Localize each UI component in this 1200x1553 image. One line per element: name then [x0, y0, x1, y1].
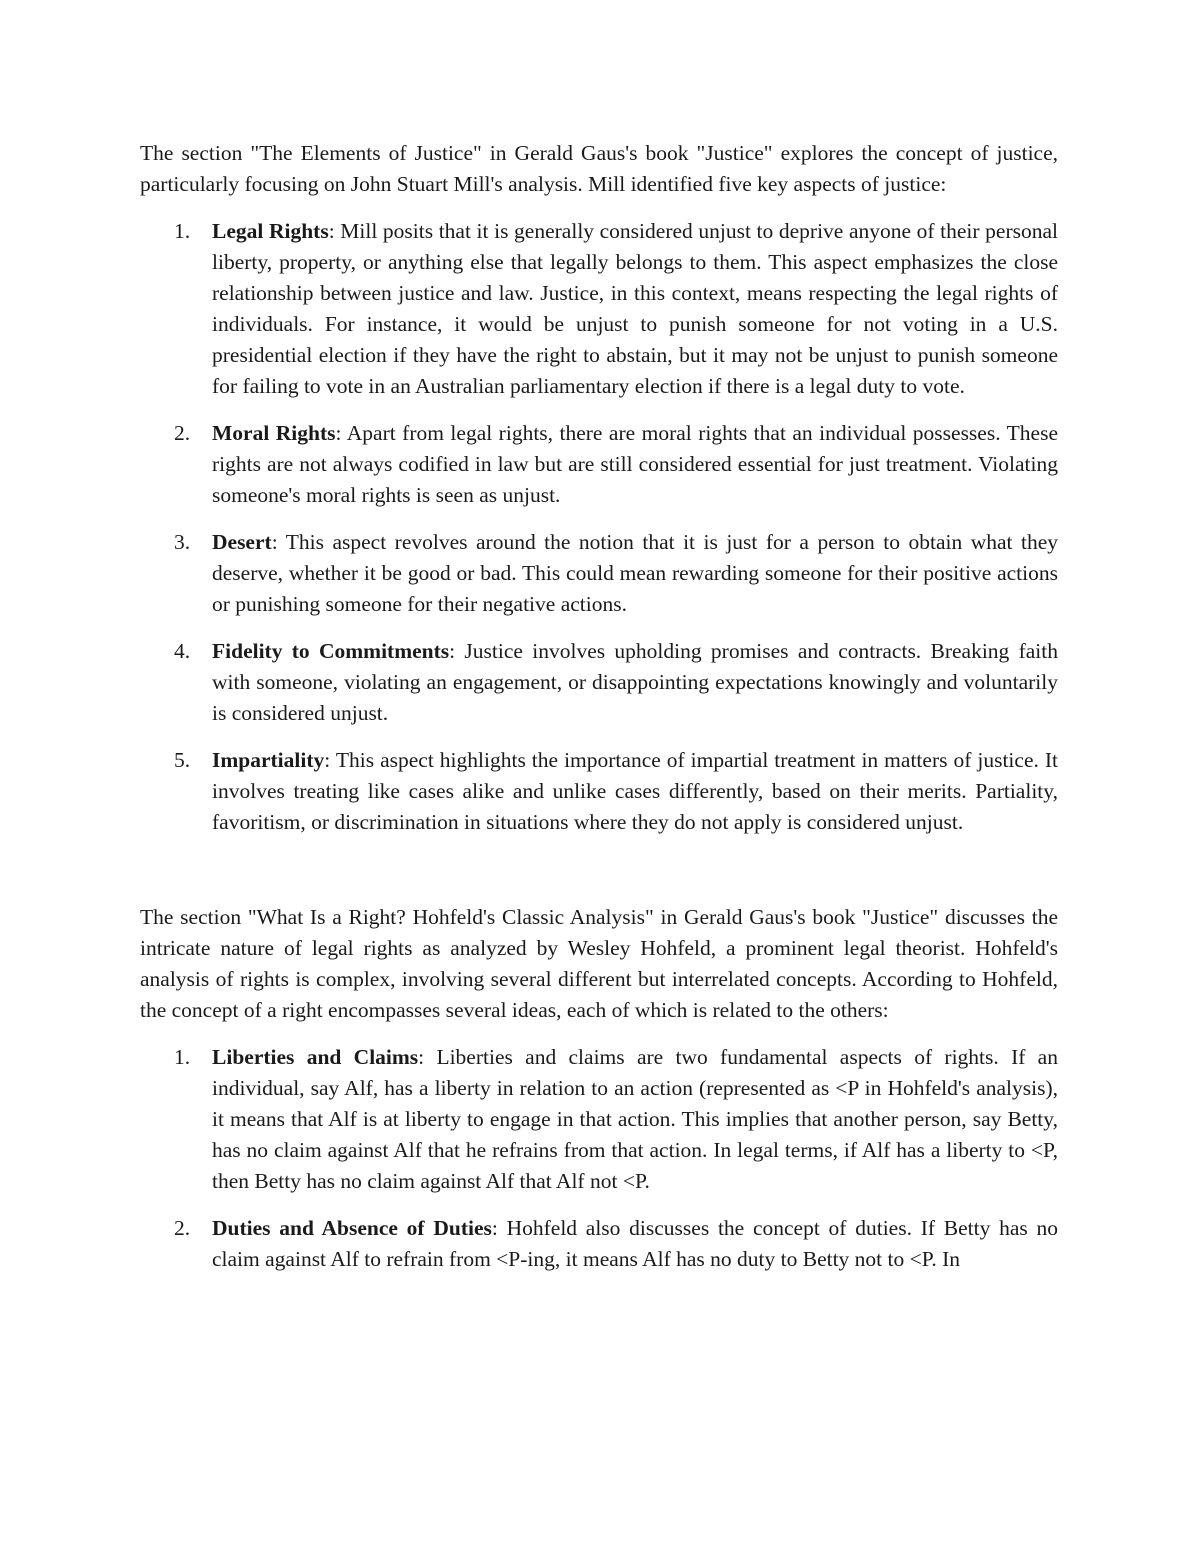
section-1-intro: The section "The Elements of Justice" in Gerald Gaus's book "Justice" explores the concept of justice, particularly focusing on John Stuart Mill's analysis. Mill identified five key aspects of justice:	[140, 141, 1058, 196]
list-term: Moral Rights	[212, 421, 336, 445]
section-1-list	[140, 216, 1058, 838]
list-term: Legal Rights	[212, 219, 329, 243]
list-number: 1.	[174, 219, 191, 243]
list-term: Desert	[212, 530, 272, 554]
list-text: : Mill posits that it is generally considered unjust to deprive anyone of their personal liberty, property, or anything else that legally belongs to them. This aspect emphasizes the close relationship between justice and law. Justice, in this context, means respecting the legal rights of individuals. For instance, it would be unjust to punish someone for not voting in a U.S. presidential election if they have the right to abstain, but it may not be unjust to punish someone for failing to vote in an Australian parliamentary election if there is a legal duty to vote.	[212, 219, 1058, 398]
document-page	[140, 138, 1058, 1291]
list-item	[140, 745, 1058, 838]
list-text: : This aspect highlights the importance of impartial treatment in matters of justice. It involves treating like cases alike and unlike cases differently, based on their merits. Partiality, favoritism, or discrimination in situations where they do not apply is considered unjust.	[212, 748, 1058, 834]
list-item	[140, 1213, 1058, 1275]
list-number: 4.	[174, 639, 191, 663]
section-2-list	[140, 1042, 1058, 1275]
list-item	[140, 636, 1058, 729]
list-number: 1.	[174, 1045, 191, 1069]
list-item	[140, 216, 1058, 402]
list-text: : Justice involves upholding promises and contracts. Breaking faith with someone, violating an engagement, or disappointing expectations knowingly and voluntarily is considered unjust.	[212, 639, 1058, 725]
list-number: 3.	[174, 530, 191, 554]
list-item	[140, 527, 1058, 620]
list-text: : This aspect revolves around the notion that it is just for a person to obtain what they deserve, whether it be good or bad. This could mean rewarding someone for their positive actions or punishing someone for their negative actions.	[212, 530, 1058, 616]
list-text: : Hohfeld also discusses the concept of duties. If Betty has no claim against Alf to refrain from <P-ing, it means Alf has no duty to Betty not to <P. In	[212, 1216, 1058, 1271]
list-number: 2.	[174, 1216, 191, 1240]
list-term: Duties and Absence of Duties	[212, 1216, 492, 1240]
list-item	[140, 418, 1058, 511]
section-2-intro: The section "What Is a Right? Hohfeld's Classic Analysis" in Gerald Gaus's book "Justice" discusses the intricate nature of legal rights as analyzed by Wesley Hohfeld, a prominent legal theorist. Hohfeld's analysis of rights is complex, involving several different but interrelated concepts. According to Hohfeld, the concept of a right encompasses several ideas, each of which is related to the others:	[140, 905, 1058, 1022]
list-item	[140, 1042, 1058, 1197]
list-text: : Liberties and claims are two fundamental aspects of rights. If an individual, say Alf, has a liberty in relation to an action (represented as <P in Hohfeld's analysis), it means that Alf is at liberty to engage in that action. This implies that another person, say Betty, has no claim against Alf that he refrains from that action. In legal terms, if Alf has a liberty to <P, then Betty has no claim against Alf that Alf not <P.	[212, 1045, 1058, 1193]
list-term: Impartiality	[212, 748, 325, 772]
list-term: Fidelity to Commitments	[212, 639, 450, 663]
list-term: Liberties and Claims	[212, 1045, 419, 1069]
list-number: 5.	[174, 748, 191, 772]
list-text: : Apart from legal rights, there are moral rights that an individual possesses. These rights are not always codified in law but are still considered essential for just treatment. Violating someone's moral rights is seen as unjust.	[212, 421, 1058, 507]
list-number: 2.	[174, 421, 191, 445]
